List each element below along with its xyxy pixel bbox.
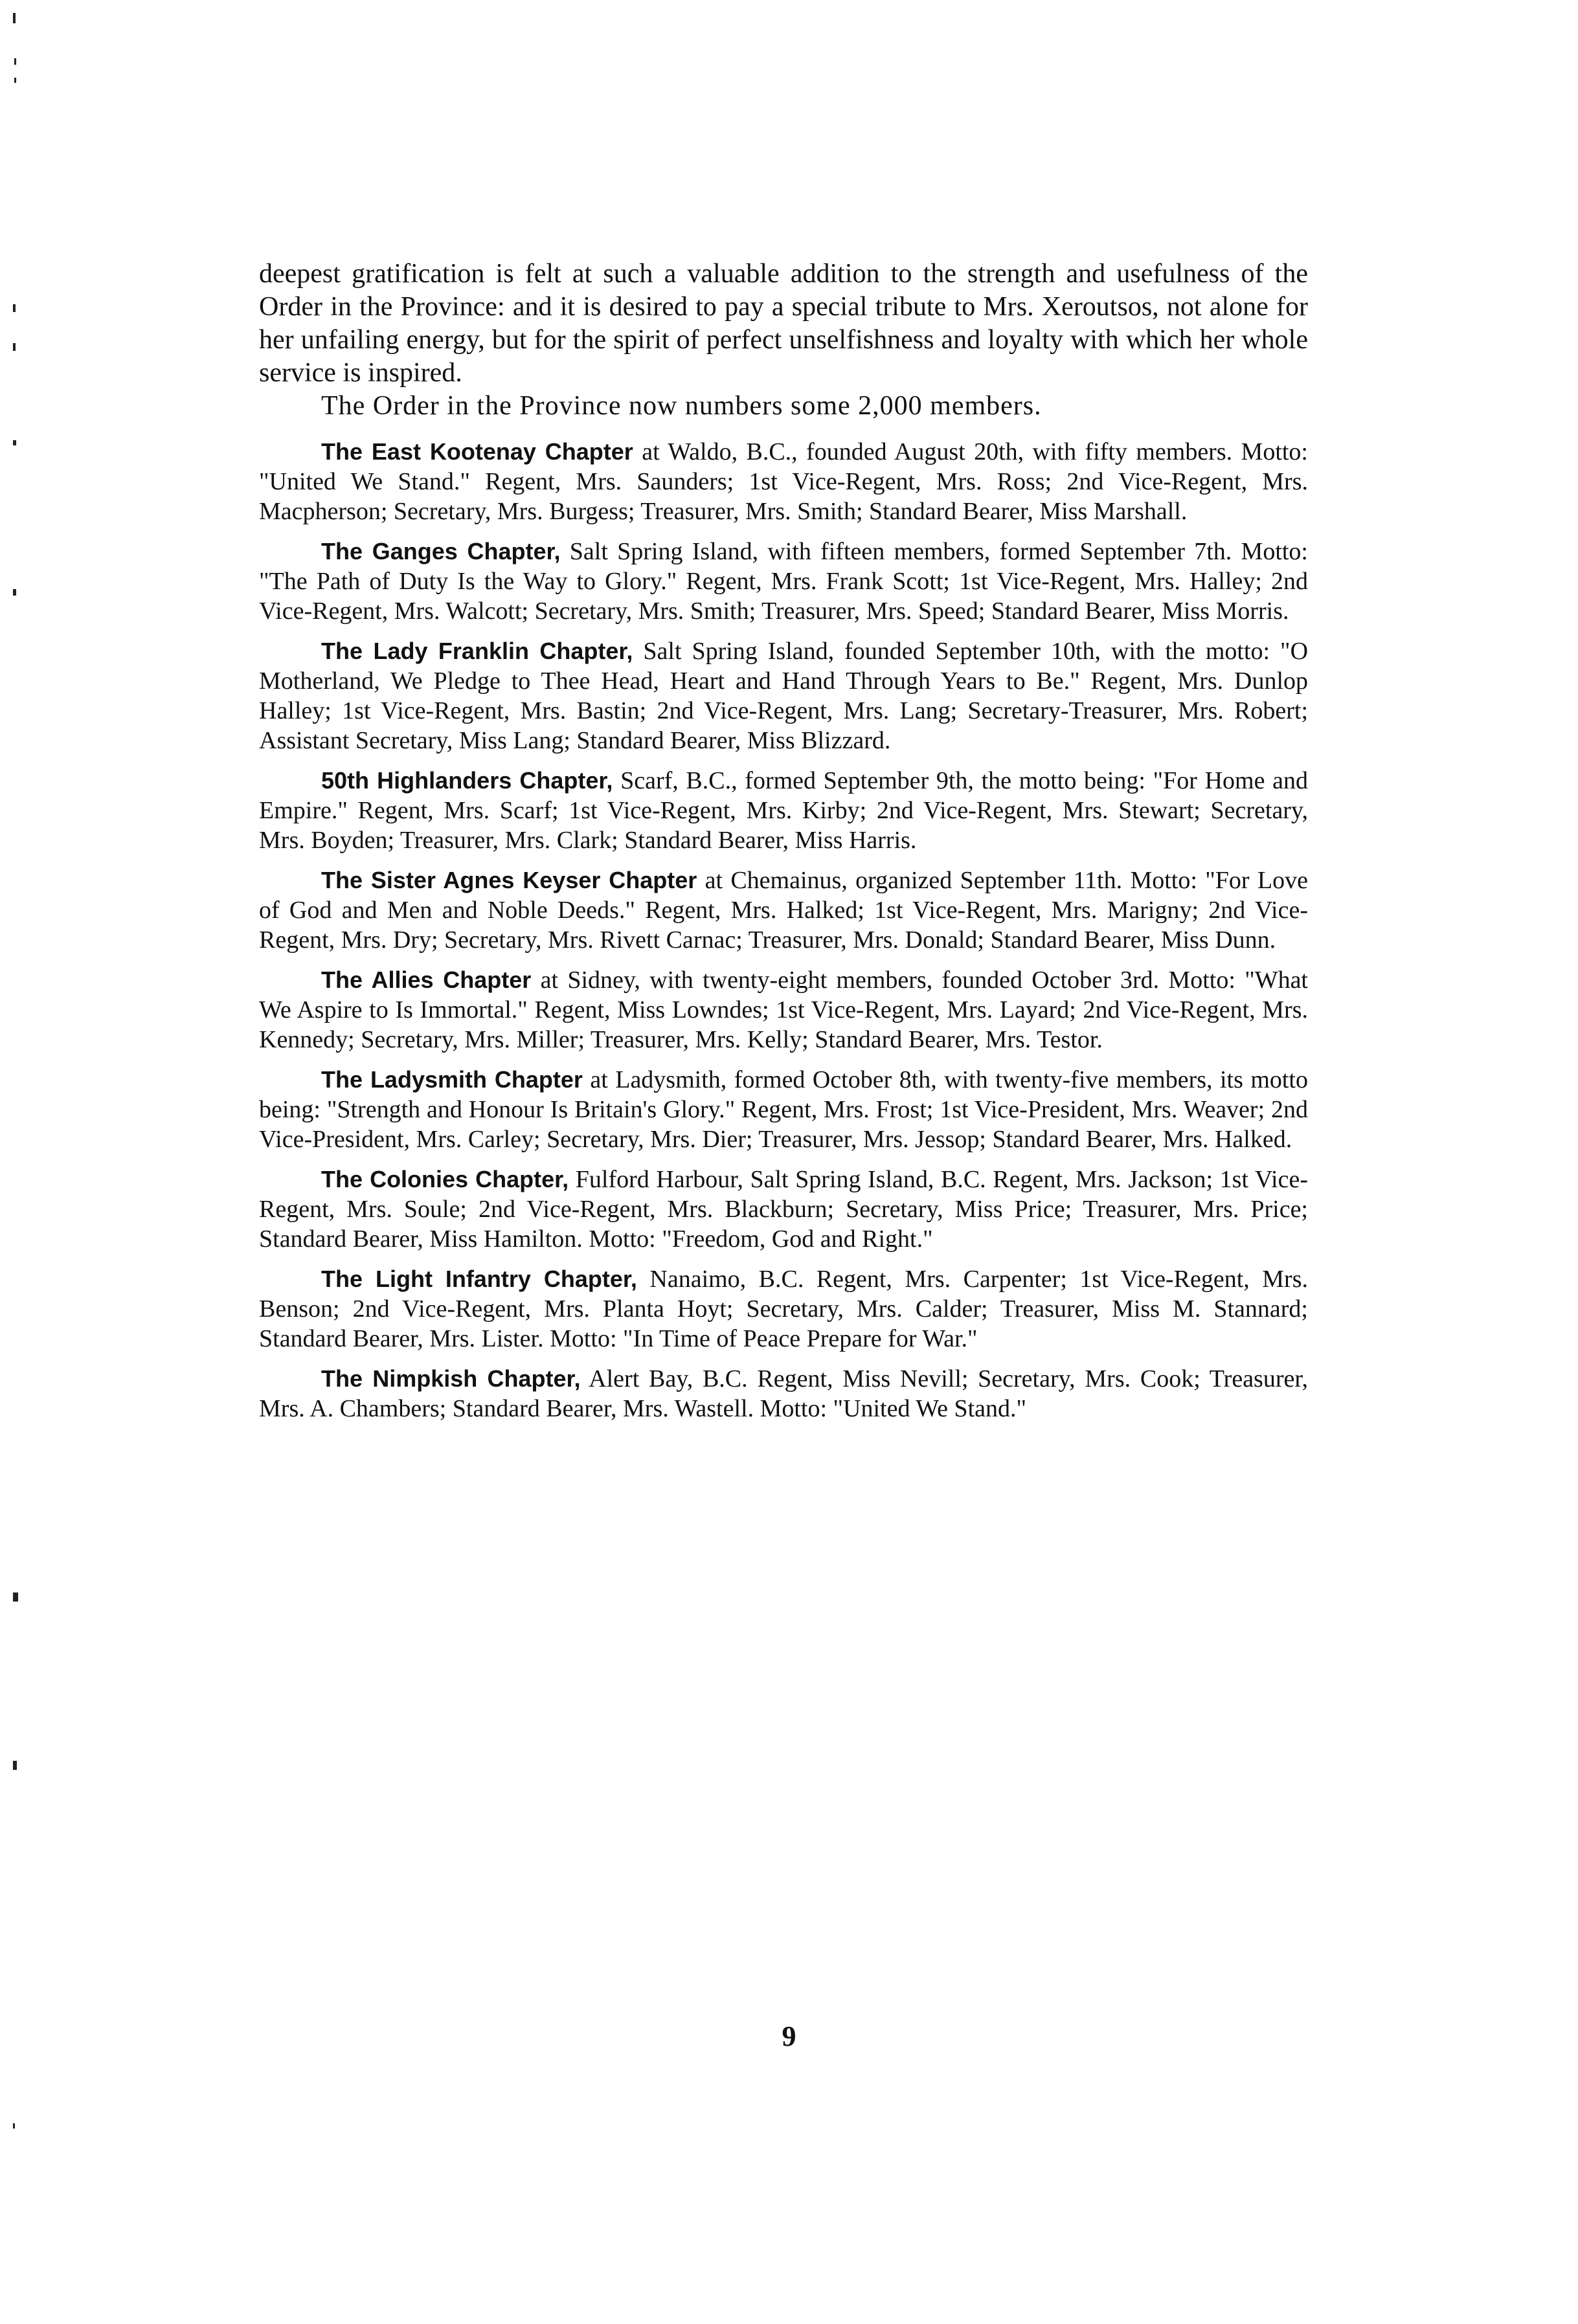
chapter-entry [259, 1364, 1308, 1424]
scan-mark [13, 343, 16, 351]
chapter-details: Nanaimo, B.C. Regent, Mrs. Carpenter; 1st Vice-Regent, Mrs. Benson; 2nd Vice-Regent, Mrs. Planta Hoyt; Secretary, Mrs. Calder; Treasurer, Miss M. Stannard; Standard Bearer, Mrs. Lister. Motto: "In Time of Peace Prepare for War." [259, 1266, 1308, 1352]
chapter-details: Scarf, B.C., formed September 9th, the motto being: "For Home and Empire." Regent, Mrs. Scarf; 1st Vice-Regent, Mrs. Kirby; 2nd Vice-Regent, Mrs. Stewart; Secretary, Mrs. Boyden; Treasurer, Mrs. Clark; Standard Bearer, Miss Harris. [259, 767, 1308, 854]
chapter-name: 50th Highlanders Chapter, [321, 767, 613, 794]
chapter-entry [259, 965, 1308, 1055]
scan-mark [13, 1761, 17, 1770]
chapter-entry [259, 1165, 1308, 1254]
chapter-details: at Ladysmith, formed October 8th, with twenty-five members, its motto being: "Strength and Honour Is Britain's Glory." Regent, Mrs. Frost; 1st Vice-President, Mrs. Weaver; 2nd Vice-President, Mrs. Carley; Secretary, Mrs. Dier; Treasurer, Mrs. Jessop; Standard Bearer, Mrs. Halked. [259, 1066, 1308, 1153]
membership-paragraph: The Order in the Province now numbers some 2,000 members. [321, 391, 1042, 421]
page-body [259, 258, 1308, 1434]
chapter-details: Salt Spring Island, founded September 10th, with the motto: "O Motherland, We Pledge to Thee Head, Heart and Hand Through Years to Be." Regent, Mrs. Dunlop Halley; 1st Vice-Regent, Mrs. Bastin; 2nd Vice-Regent, Mrs. Lang; Secretary-Treasurer, Mrs. Robert; Assistant Secretary, Miss Lang; Standard Bearer, Miss Blizzard. [259, 638, 1309, 754]
chapter-name: The Sister Agnes Keyser Chapter [321, 867, 697, 893]
chapter-name: The Nimpkish Chapter, [321, 1365, 581, 1392]
scan-mark [13, 1592, 18, 1602]
scan-mark [14, 58, 16, 65]
chapter-details: at Sidney, with twenty-eight members, founded October 3rd. Motto: "What We Aspire to Is Immortal." Regent, Miss Lowndes; 1st Vice-Regent, Mrs. Layard; 2nd Vice-Regent, Mrs. Kennedy; Secretary, Mrs. Miller; Treasurer, Mrs. Kelly; Standard Bearer, Mrs. Testor. [259, 966, 1308, 1053]
chapter-entry [259, 437, 1308, 526]
chapter-details: at Waldo, B.C., founded August 20th, with fifty members. Motto: "United We Stand." Regent, Mrs. Saunders; 1st Vice-Regent, Mrs. Ross; 2nd Vice-Regent, Mrs. Macpherson; Secretary, Mrs. Burgess; Treasurer, Mrs. Smith; Standard Bearer, Miss Marshall. [259, 438, 1308, 525]
scan-mark [14, 78, 16, 83]
chapter-details: Fulford Harbour, Salt Spring Island, B.C. Regent, Mrs. Jackson; 1st Vice-Regent, Mrs. Soule; 2nd Vice-Regent, Mrs. Blackburn; Secretary, Miss Price; Treasurer, Mrs. Price; Standard Bearer, Miss Hamilton. Motto: "Freedom, God and Right." [259, 1166, 1308, 1253]
chapter-entry [259, 1065, 1308, 1154]
chapter-name: The Allies Chapter [321, 966, 532, 993]
chapter-entry [259, 866, 1308, 955]
scan-mark [13, 304, 16, 312]
intro-paragraph: deepest gratification is felt at such a valuable addition to the strength and usefulness of the Order in the Province: and it is desired to pay a special tribute to Mrs. Xeroutsos, not alone for her unfailing energy, but for the spirit of perfect unselfishness and loyalty with which her whole service is inspired. [259, 259, 1308, 388]
chapter-entry [259, 636, 1308, 755]
chapter-name: The East Kootenay Chapter [321, 438, 633, 465]
scan-mark [13, 2123, 15, 2128]
chapter-details: Salt Spring Island, with fifteen members, formed September 7th. Motto: "The Path of Duty Is the Way to Glory." Regent, Mrs. Frank Scott; 1st Vice-Regent, Mrs. Halley; 2nd Vice-Regent, Mrs. Walcott; Secretary, Mrs. Smith; Treasurer, Mrs. Speed; Standard Bearer, Miss Morris. [259, 538, 1308, 625]
chapter-name: The Lady Franklin Chapter, [321, 638, 633, 664]
chapter-details: at Chemainus, organized September 11th. Motto: "For Love of God and Men and Noble Deeds." Regent, Mrs. Halked; 1st Vice-Regent, Mrs. Marigny; 2nd Vice-Regent, Mrs. Dry; Secretary, Mrs. Rivett Carnac; Treasurer, Mrs. Donald; Standard Bearer, Miss Dunn. [259, 867, 1308, 954]
chapter-entry [259, 1264, 1308, 1354]
chapter-entry [259, 766, 1308, 855]
chapter-name: The Ganges Chapter, [321, 538, 561, 564]
chapter-entry [259, 537, 1308, 626]
chapter-details: Alert Bay, B.C. Regent, Miss Nevill; Secretary, Mrs. Cook; Treasurer, Mrs. A. Chambers; Standard Bearer, Mrs. Wastell. Motto: "United We Stand." [259, 1365, 1309, 1422]
chapter-name: The Light Infantry Chapter, [321, 1266, 637, 1292]
page-number: 9 [782, 2020, 796, 2052]
scan-mark [13, 440, 16, 445]
chapter-name: The Ladysmith Chapter [321, 1066, 583, 1093]
scan-mark [13, 589, 16, 596]
scan-mark [13, 13, 16, 23]
chapter-name: The Colonies Chapter, [321, 1166, 569, 1192]
